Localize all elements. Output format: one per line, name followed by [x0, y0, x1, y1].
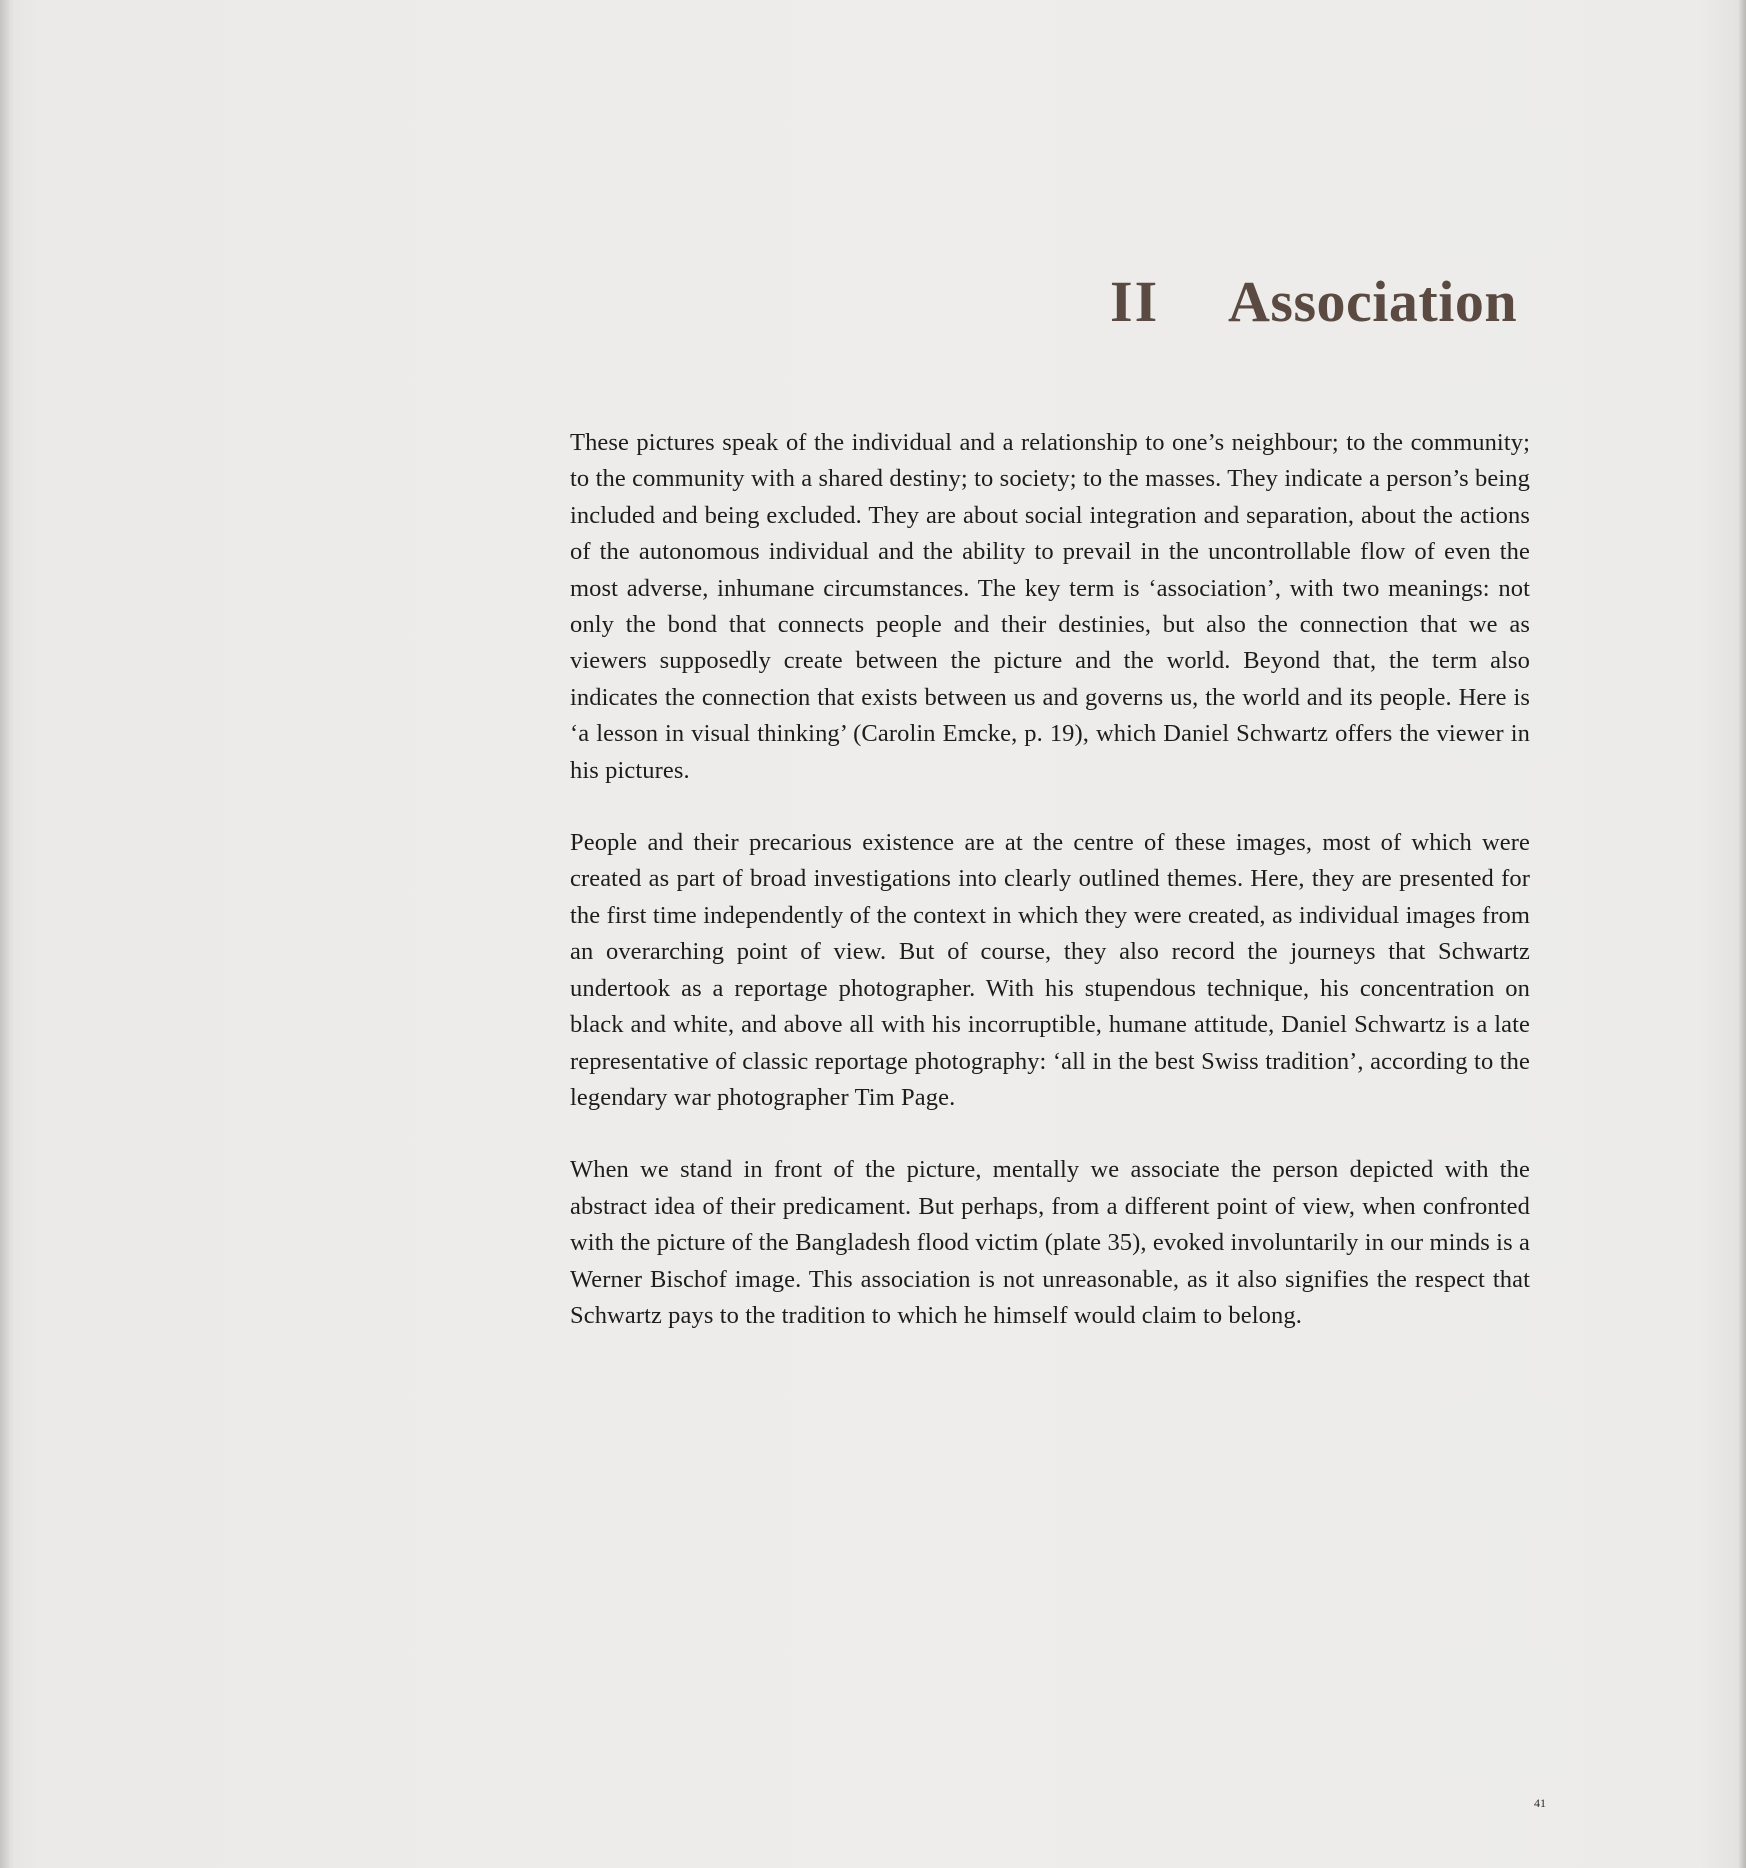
paragraph-3: When we stand in front of the picture, mentally we associate the person depicted with the abstract idea of their predicament. But perhaps, from a different point of view, when confronted with the picture of the Bangladesh flood victim (plate 35), evoked involuntarily in our minds is a Werner Bischof image. This association is not unreasonable, as it also signifies the respect that Schwartz pays to the tradition to which he himself would claim to belong.	[570, 1156, 1530, 1329]
chapter-number: II	[1110, 269, 1160, 334]
page-number: 41	[1534, 1796, 1546, 1810]
chapter-title: Association	[1228, 269, 1518, 334]
page-edge-shadow	[1738, 0, 1746, 1868]
paragraph-1: These pictures speak of the individual and a relationship to one’s neighbour; to the community; to the community with a shared destiny; to society; to the masses. They indicate a person’s being included and being excluded. They are about social integration and separation, about the actions of the autonomous individual and the ability to prevail in the uncontrollable flow of even the most adverse, inhumane circumstances. The key term is ‘association’, with two meanings: not only the bond that connects people and their destinies, but also the connection that we as viewers supposedly create between the picture and the world. Beyond that, the term also indicates the connection that exists between us and governs us, the world and its people. Here is ‘a lesson in visual thinking’ (Carolin Emcke, p. 19), which Daniel Schwartz offers the viewer in his pictures.	[570, 429, 1530, 784]
gutter-shadow	[0, 0, 14, 1868]
paragraph-2: People and their precarious existence are at the centre of these images, most of which were created as part of broad investigations into clearly outlined themes. Here, they are presented for the first time independently of the context in which they were created, as individual images from an overarching point of view. But of course, they also record the journeys that Schwartz undertook as a reportage photographer. With his stupendous technique, his concentration on black and white, and above all with his incorruptible, humane attitude, Daniel Schwartz is a late representative of classic reportage photography: ‘all in the best Swiss tradition’, according to the legendary war photographer Tim Page.	[570, 829, 1530, 1111]
chapter-heading	[1110, 262, 1530, 342]
body-text	[570, 425, 1530, 1370]
